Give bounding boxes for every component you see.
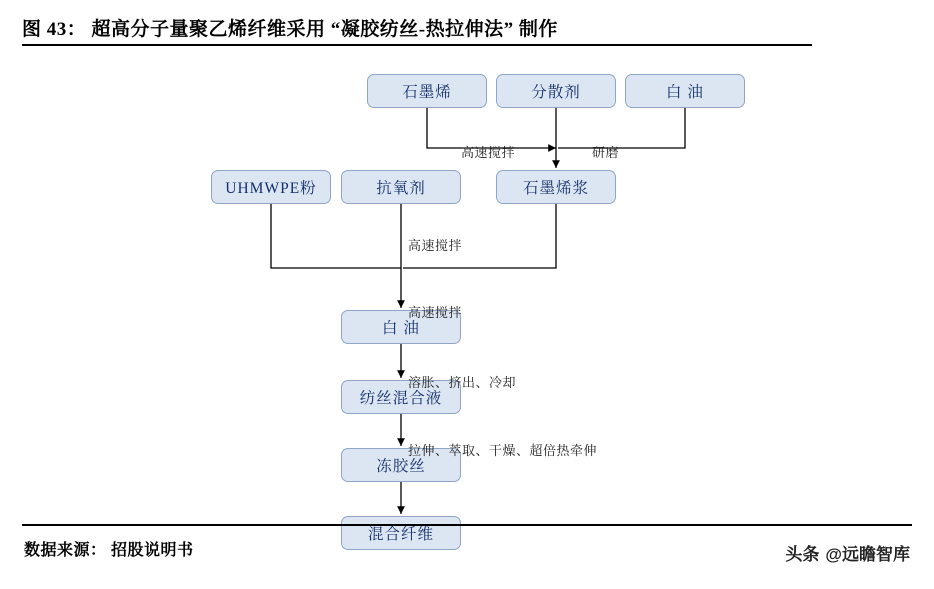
edge-label-draw-extract-dry: 拉伸、萃取、干燥、超倍热牵伸 [408, 443, 598, 458]
footer-divider [22, 524, 912, 526]
title-divider [22, 44, 812, 46]
watermark [785, 540, 910, 565]
page-title: 图 43： 超高分子量聚乙烯纤维采用 “凝胶纺丝-热拉伸法” 制作 [22, 18, 558, 40]
edge-label-stir-1: 高速搅拌 [461, 145, 516, 160]
node-graphene-slurry [496, 170, 616, 204]
figure-title-row [22, 10, 812, 44]
node-antioxidant [341, 170, 461, 204]
watermark-label: @远瞻智库 [825, 545, 910, 564]
node-label: 石墨烯浆 [522, 180, 589, 197]
edge-label-stir-3: 高速搅拌 [408, 305, 463, 320]
flowchart [0, 52, 934, 543]
node-label: 冻胶丝 [376, 458, 426, 475]
node-mixed-fiber [341, 516, 461, 550]
node-label: 纺丝混合液 [359, 390, 443, 407]
edge-label-stir-2: 高速搅拌 [408, 238, 463, 253]
source-note: 数据来源： 招股说明书 [24, 542, 194, 559]
node-graphene [367, 74, 487, 108]
node-label: UHMWPE粉 [225, 180, 317, 197]
node-white-oil-1 [625, 74, 745, 108]
node-label: 抗氧剂 [376, 180, 426, 197]
node-label: 混合纤维 [367, 526, 434, 543]
node-label: 分散剂 [531, 84, 581, 101]
node-dispersant [496, 74, 616, 108]
edge-label-swell-extrude-cool: 溶胀、挤出、冷却 [408, 375, 517, 390]
edge-label-grind: 研磨 [592, 145, 620, 160]
toutiao-logo-icon: 头条 [785, 545, 820, 564]
node-label: 白 油 [666, 84, 704, 101]
node-label: 石墨烯 [402, 84, 452, 101]
node-label: 白 油 [382, 320, 420, 337]
node-uhmwpe-powder [211, 170, 331, 204]
